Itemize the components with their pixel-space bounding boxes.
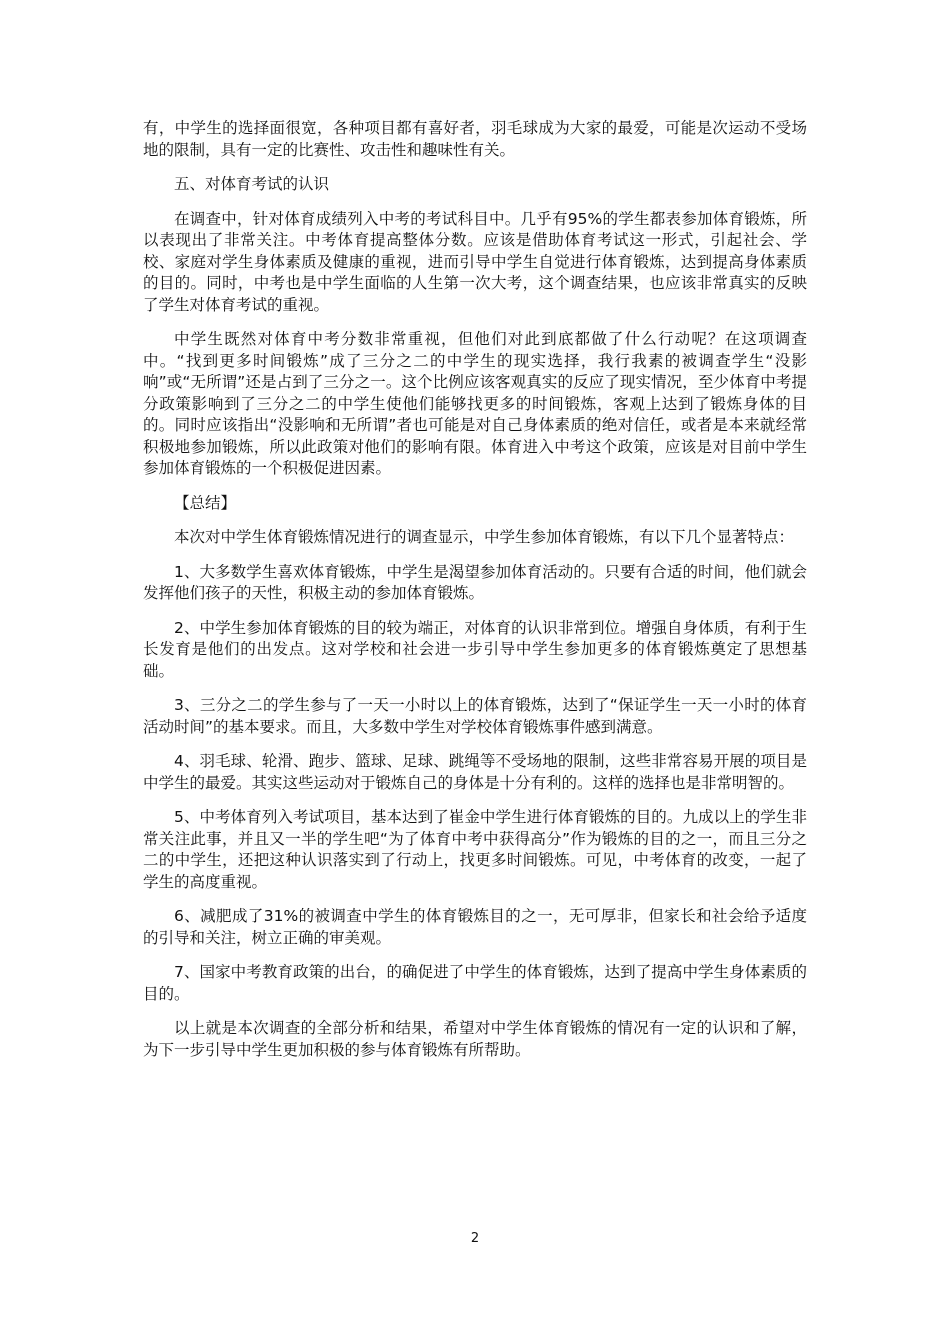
paragraph-conclusion: 以上就是本次调查的全部分析和结果，希望对中学生体育锻炼的情况有一定的认识和了解，为下一步引导中学生更加积极的参与体育锻炼有所帮助。 xyxy=(143,1019,807,1059)
document-body xyxy=(143,118,807,1074)
paragraph-point-6: 6、减肥成了31%的被调查中学生的体育锻炼目的之一，无可厚非，但家长和社会给予适度的引导和关注，树立正确的审美观。 xyxy=(143,907,807,947)
paragraph-summary-intro: 本次对中学生体育锻炼情况进行的调查显示，中学生参加体育锻炼，有以下几个显著特点： xyxy=(174,528,795,546)
paragraph-point-3: 3、三分之二的学生参与了一天一小时以上的体育锻炼，达到了“保证学生一天一小时的体育活动时间”的基本要求。而且，大多数中学生对学校体育锻炼事件感到满意。 xyxy=(143,696,807,736)
paragraph-exam-survey: 在调查中，针对体育成绩列入中考的考试科目中。几乎有95%的学生都表参加体育锻炼，所以表现出了非常关注。中考体育提高整体分数。应该是借助体育考试这一形式，引起社会、学校、家庭对学生身体素质及健康的重视，进而引导中学生自觉进行体育锻炼，达到提高身体素质的目的。同时，中考也是中学生面临的人生第一次大考，这个调查结果，也应该非常真实的反映了学生对体育考试的重视。 xyxy=(143,209,807,314)
page-number: 2 xyxy=(470,1231,480,1246)
section-heading-summary: 【总结】 xyxy=(174,493,237,512)
paragraph-point-2: 2、中学生参加体育锻炼的目的较为端正，对体育的认识非常到位。增强自身体质，有利于生长发育是他们的出发点。这对学校和社会进一步引导中学生参加更多的体育锻炼奠定了思想基础。 xyxy=(143,618,807,680)
paragraph-point-1: 1、大多数学生喜欢体育锻炼，中学生是渴望参加体育活动的。只要有合适的时间，他们就会发挥他们孩子的天性，积极主动的参加体育锻炼。 xyxy=(143,562,807,602)
paragraph-point-7: 7、国家中考教育政策的出台，的确促进了中学生的体育锻炼，达到了提高中学生身体素质的目的。 xyxy=(143,963,807,1003)
section-heading-exam-awareness: 五、对体育考试的认识 xyxy=(174,175,330,193)
paragraph-exam-actions: 中学生既然对体育中考分数非常重视，但他们对此到底都做了什么行动呢？在这项调查中。“找到更多时间锻炼”成了三分之二的中学生的现实选择，我行我素的被调查学生“没影响”或“无所谓”还是占到了三分之一。这个比例应该客观真实的反应了现实情况，至少体育中考提分政策影响到了三分之二的中学生使他们能够找更多的时间锻炼，客观上达到了锻炼身体的目的。同时应该指出“没影响和无所谓”者也可能是对自己身体素质的绝对信任，或者是本来就经常积极地参加锻炼，所以此政策对他们的影响有限。体育进入中考这个政策，应该是对目前中学生参加体育锻炼的一个积极促进因素。 xyxy=(143,330,807,477)
paragraph-continuation: 有，中学生的选择面很宽，各种项目都有喜好者，羽毛球成为大家的最爱，可能是次运动不受场地的限制，具有一定的比赛性、攻击性和趣味性有关。 xyxy=(143,119,807,159)
paragraph-point-4: 4、羽毛球、轮滑、跑步、篮球、足球、跳绳等不受场地的限制，这些非常容易开展的项目是中学生的最爱。其实这些运动对于锻炼自己的身体是十分有利的。这样的选择也是非常明智的。 xyxy=(143,752,807,792)
paragraph-point-5: 5、中考体育列入考试项目，基本达到了崔金中学生进行体育锻炼的目的。九成以上的学生非常关注此事，并且又一半的学生吧“为了体育中考中获得高分”作为锻炼的目的之一，而且三分之二的中学生，还把这种认识落实到了行动上，找更多时间锻炼。可见，中考体育的改变，一起了学生的高度重视。 xyxy=(143,808,807,891)
